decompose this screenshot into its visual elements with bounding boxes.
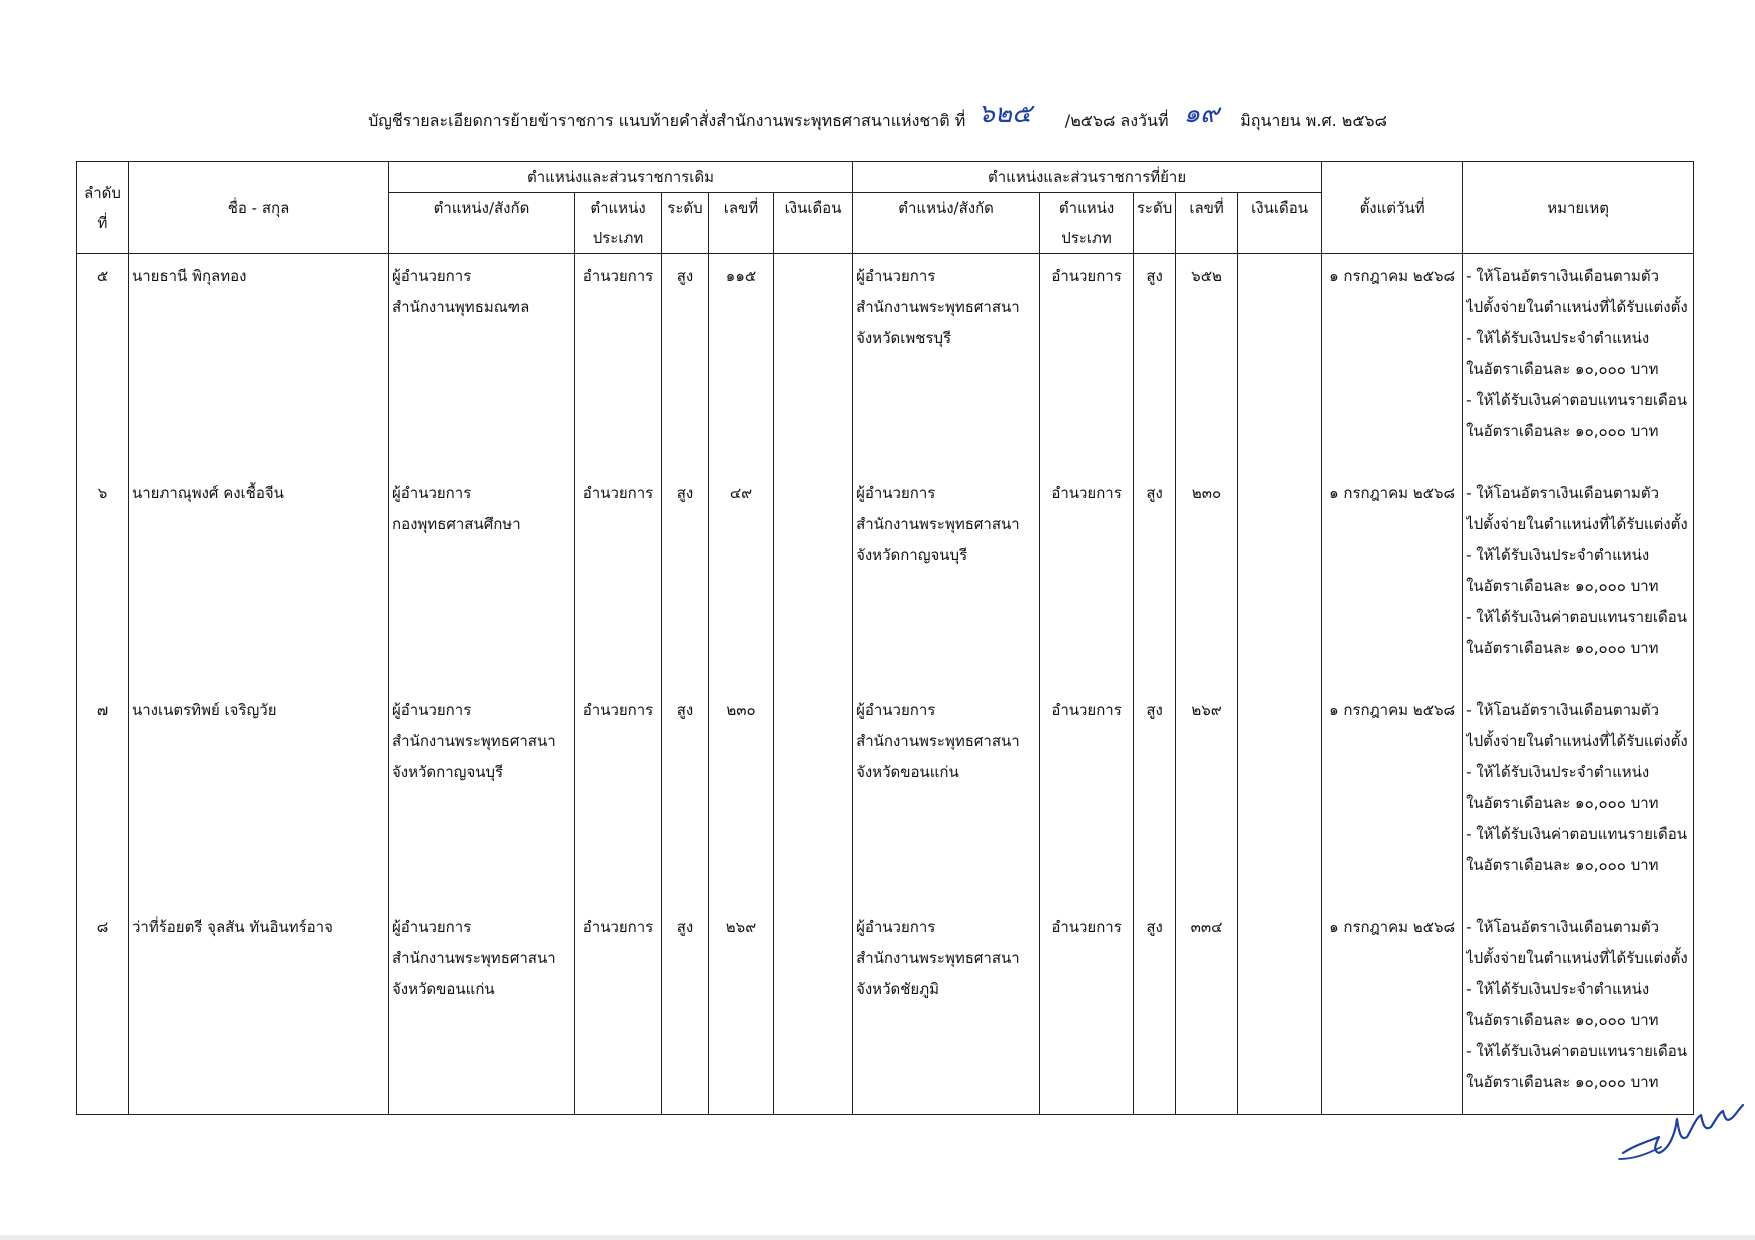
row-new-salary (1238, 471, 1321, 478)
table-header (77, 162, 1694, 254)
header-new-salary: เงินเดือน (1238, 193, 1322, 254)
transfer-table (76, 161, 1694, 1115)
row-effective-date: ๑ กรกฎาคม ๒๕๖๘ (1329, 700, 1456, 719)
order-day-handwritten: ๑๙ (1183, 99, 1220, 129)
header-name: ชื่อ - สกุล (129, 162, 389, 254)
row-old-position: ผู้อำนวยการ กองพุทธศาสนศึกษา (392, 483, 521, 533)
row-new-salary (1238, 688, 1321, 695)
row-effective-date: ๑ กรกฎาคม ๒๕๖๘ (1329, 267, 1456, 285)
row-new-salary (1238, 905, 1321, 912)
row-old-salary (774, 254, 852, 261)
title-text-middle: /๒๕๖๘ ลงวันที่ (1064, 111, 1169, 130)
header-group-new: ตำแหน่งและส่วนราชการที่ย้าย (853, 162, 1322, 193)
row-new-number: ๒๖๙ (1191, 700, 1222, 719)
row-old-level: สูง (676, 483, 694, 502)
row-effective-date: ๑ กรกฎาคม ๒๕๖๘ (1329, 917, 1456, 936)
row-no: ๕ (96, 267, 109, 285)
row-old-position: ผู้อำนวยการ สำนักงานพระพุทธศาสนา จังหวัดขอนแก่น (392, 917, 556, 998)
header-new-number: เลขที่ (1176, 193, 1238, 254)
row-new-type: อำนวยการ (1051, 267, 1122, 285)
header-old-type: ตำแหน่ง ประเภท (575, 193, 662, 254)
header-old-level: ระดับ (662, 193, 709, 254)
header-new-level: ระดับ (1134, 193, 1176, 254)
row-new-type: อำนวยการ (1051, 483, 1122, 502)
row-old-salary (774, 688, 852, 695)
row-new-position: ผู้อำนวยการ สำนักงานพระพุทธศาสนา จังหวัดขอนแก่น (856, 700, 1020, 781)
row-old-type: อำนวยการ (582, 483, 654, 502)
header-old-salary: เงินเดือน (774, 193, 853, 254)
row-name: นายธานี พิกุลทอง (132, 267, 247, 285)
row-no: ๗ (96, 700, 109, 719)
row-new-position: ผู้อำนวยการ สำนักงานพระพุทธศาสนา จังหวัดกาญจนบุรี (856, 483, 1020, 564)
page-footer-strip (0, 1235, 1755, 1240)
row-old-position: ผู้อำนวยการ สำนักงานพุทธมณฑล (392, 267, 530, 316)
row-new-level: สูง (1146, 267, 1163, 285)
table-row (77, 471, 1694, 688)
header-new-position: ตำแหน่ง/สังกัด (853, 193, 1040, 254)
row-name: ว่าที่ร้อยตรี จุลสัน ทันอินทร์อาจ (132, 917, 333, 936)
document-title (0, 97, 1755, 138)
row-no: ๘ (96, 917, 109, 936)
handwritten-signature-icon (1615, 1075, 1745, 1165)
row-remark: - ให้โอนอัตราเงินเดือนตามตัว ไปตั้งจ่ายในตำแหน่งที่ได้รับแต่งตั้ง - ให้ได้รับเงินประจำตำแหน่ง ในอัตราเดือนละ ๑๐,๐๐๐ บาท - ให้ได้รับเงินค่าตอบแทนรายเดือน ในอัตราเดือนละ ๑๐,๐๐๐ บาท (1466, 917, 1688, 1091)
row-old-salary (774, 905, 852, 912)
table-row (77, 688, 1694, 905)
header-old-number: เลขที่ (709, 193, 774, 254)
row-old-number: ๑๑๕ (725, 267, 757, 285)
header-remark: หมายเหตุ (1463, 162, 1694, 254)
header-group-old: ตำแหน่งและส่วนราชการเดิม (389, 162, 853, 193)
table-row (77, 905, 1694, 1115)
header-effective-date: ตั้งแต่วันที่ (1322, 162, 1463, 254)
row-name: นายภาณุพงศ์ คงเชื้อจีน (132, 483, 284, 502)
row-old-number: ๔๙ (729, 483, 753, 502)
row-remark: - ให้โอนอัตราเงินเดือนตามตัว ไปตั้งจ่ายในตำแหน่งที่ได้รับแต่งตั้ง - ให้ได้รับเงินประจำตำแหน่ง ในอัตราเดือนละ ๑๐,๐๐๐ บาท - ให้ได้รับเงินค่าตอบแทนรายเดือน ในอัตราเดือนละ ๑๐,๐๐๐ บาท (1466, 700, 1688, 874)
row-effective-date: ๑ กรกฎาคม ๒๕๖๘ (1329, 483, 1456, 502)
row-old-type: อำนวยการ (582, 917, 654, 936)
title-text-after: มิถุนายน พ.ศ. ๒๕๖๘ (1240, 111, 1387, 130)
row-old-type: อำนวยการ (582, 700, 654, 719)
row-remark: - ให้โอนอัตราเงินเดือนตามตัว ไปตั้งจ่ายในตำแหน่งที่ได้รับแต่งตั้ง - ให้ได้รับเงินประจำตำแหน่ง ในอัตราเดือนละ ๑๐,๐๐๐ บาท - ให้ได้รับเงินค่าตอบแทนรายเดือน ในอัตราเดือนละ ๑๐,๐๐๐ บาท (1466, 267, 1688, 440)
row-old-level: สูง (676, 267, 694, 285)
row-new-level: สูง (1146, 700, 1163, 719)
row-old-level: สูง (676, 700, 694, 719)
row-new-number: ๖๕๒ (1191, 267, 1222, 285)
row-old-number: ๒๓๐ (726, 700, 756, 719)
order-number-handwritten: ๖๒๕ (978, 99, 1032, 129)
row-remark: - ให้โอนอัตราเงินเดือนตามตัว ไปตั้งจ่ายในตำแหน่งที่ได้รับแต่งตั้ง - ให้ได้รับเงินประจำตำแหน่ง ในอัตราเดือนละ ๑๐,๐๐๐ บาท - ให้ได้รับเงินค่าตอบแทนรายเดือน ในอัตราเดือนละ ๑๐,๐๐๐ บาท (1466, 483, 1688, 657)
row-new-salary (1238, 254, 1321, 261)
row-no: ๖ (97, 483, 108, 502)
table-row (77, 254, 1694, 471)
header-new-type: ตำแหน่ง ประเภท (1040, 193, 1134, 254)
row-name: นางเนตรทิพย์ เจริญวัย (132, 700, 277, 719)
table-body (77, 254, 1694, 1115)
row-new-number: ๓๓๔ (1190, 917, 1223, 936)
row-new-level: สูง (1146, 917, 1163, 936)
header-no: ลำดับ ที่ (77, 162, 129, 254)
row-new-level: สูง (1146, 483, 1163, 502)
header-old-position: ตำแหน่ง/สังกัด (389, 193, 575, 254)
title-text-before: บัญชีรายละเอียดการย้ายข้าราชการ แนบท้ายคำสั่งสำนักงานพระพุทธศาสนาแห่งชาติ ที่ (368, 111, 966, 130)
row-new-type: อำนวยการ (1051, 700, 1122, 719)
row-old-number: ๒๖๙ (725, 917, 757, 936)
row-old-type: อำนวยการ (582, 267, 654, 285)
row-old-position: ผู้อำนวยการ สำนักงานพระพุทธศาสนา จังหวัดกาญจนบุรี (392, 700, 556, 781)
row-old-salary (774, 471, 852, 478)
row-new-position: ผู้อำนวยการ สำนักงานพระพุทธศาสนา จังหวัดชัยภูมิ (856, 917, 1020, 998)
row-new-number: ๒๓๐ (1191, 483, 1222, 502)
row-old-level: สูง (676, 917, 694, 936)
row-new-type: อำนวยการ (1051, 917, 1122, 936)
row-new-position: ผู้อำนวยการ สำนักงานพระพุทธศาสนา จังหวัดเพชรบุรี (856, 267, 1020, 347)
